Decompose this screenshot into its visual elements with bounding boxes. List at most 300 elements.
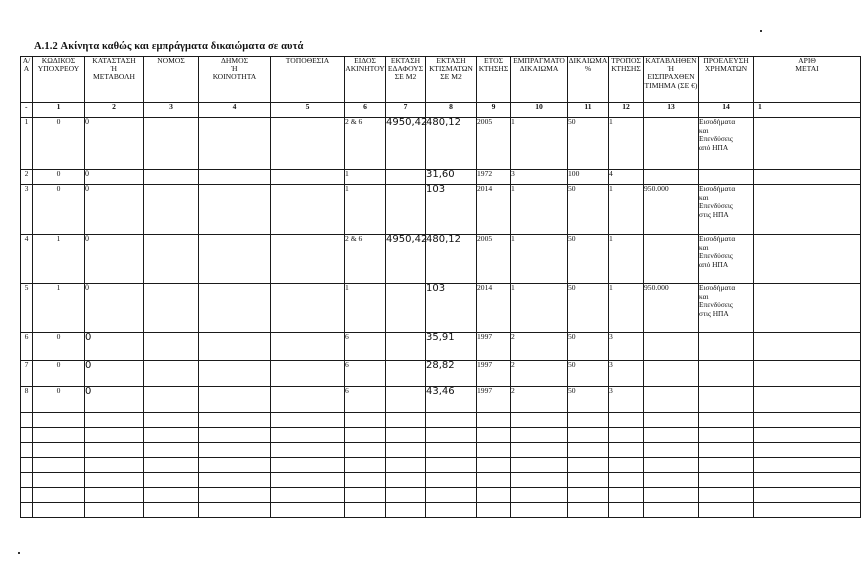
land-area: 4950,42 bbox=[386, 235, 426, 284]
acquisition-year: 2005 bbox=[477, 118, 511, 170]
property-type: 1 bbox=[345, 284, 386, 333]
empty-cell bbox=[426, 428, 477, 443]
money-source bbox=[699, 387, 754, 413]
table-row bbox=[21, 170, 861, 185]
empty-cell bbox=[199, 488, 271, 503]
property-type: 6 bbox=[345, 361, 386, 387]
column-header-line: Ή bbox=[231, 64, 238, 74]
prefecture bbox=[144, 387, 199, 413]
empty-cell bbox=[754, 458, 861, 473]
column-header bbox=[568, 57, 609, 103]
table-row bbox=[21, 118, 861, 170]
empty-cell bbox=[85, 413, 144, 428]
empty-cell bbox=[426, 503, 477, 518]
empty-cell bbox=[199, 428, 271, 443]
money-source bbox=[699, 333, 754, 361]
empty-cell bbox=[386, 458, 426, 473]
money-source bbox=[699, 185, 754, 235]
price bbox=[644, 235, 699, 284]
empty-cell bbox=[21, 503, 33, 518]
owner-code: 0 bbox=[33, 170, 85, 185]
empty-row bbox=[21, 503, 861, 518]
column-header-line: Ή bbox=[110, 64, 118, 74]
column-header-line: ΤΡΟΠΟΣ bbox=[611, 56, 641, 65]
column-header-line: ΕΔΑΦΟΥΣ bbox=[387, 64, 424, 74]
empty-cell bbox=[426, 413, 477, 428]
land-area bbox=[386, 333, 426, 361]
money-source-line: Επενδύσεις bbox=[699, 300, 733, 310]
land-area bbox=[386, 361, 426, 387]
empty-cell bbox=[511, 428, 568, 443]
column-header-line: ΤΟΠΟΘΕΣΙΑ bbox=[285, 56, 330, 65]
empty-cell bbox=[386, 473, 426, 488]
column-header-line: ΕΙΔΟΣ bbox=[354, 56, 376, 65]
column-header-line: ΚΩΔΙΚΟΣ bbox=[41, 56, 76, 65]
municipality bbox=[199, 185, 271, 235]
table-row bbox=[21, 235, 861, 284]
empty-cell bbox=[85, 503, 144, 518]
empty-cell bbox=[609, 473, 644, 488]
empty-cell bbox=[386, 413, 426, 428]
empty-cell bbox=[477, 488, 511, 503]
municipality bbox=[199, 170, 271, 185]
money-source-line: Επενδύσεις bbox=[699, 251, 733, 261]
empty-cell bbox=[386, 488, 426, 503]
acquisition-year: 2014 bbox=[477, 284, 511, 333]
empty-cell bbox=[33, 458, 85, 473]
empty-cell bbox=[568, 488, 609, 503]
column-header bbox=[144, 57, 199, 103]
real-right: 1 bbox=[511, 284, 568, 333]
empty-cell bbox=[511, 413, 568, 428]
right-percent: 50 bbox=[568, 185, 609, 235]
column-header bbox=[271, 57, 345, 103]
acquisition-year: 1997 bbox=[477, 361, 511, 387]
right-percent: 50 bbox=[568, 361, 609, 387]
column-header-line: ΜΕΤΑΙ bbox=[795, 64, 819, 74]
column-number: 7 bbox=[386, 103, 426, 118]
empty-cell bbox=[511, 488, 568, 503]
owner-code: 0 bbox=[33, 333, 85, 361]
extra-column bbox=[754, 235, 861, 284]
real-right: 1 bbox=[511, 185, 568, 235]
empty-cell bbox=[699, 413, 754, 428]
column-header-line: ΚΤΗΣΗΣ bbox=[478, 64, 509, 74]
column-number: 3 bbox=[144, 103, 199, 118]
acquisition-year: 1997 bbox=[477, 333, 511, 361]
column-header bbox=[426, 57, 477, 103]
column-header-line: Ή bbox=[667, 64, 675, 74]
empty-cell bbox=[21, 488, 33, 503]
money-source-line: Εισοδήματα bbox=[699, 184, 736, 193]
status-change: 0 bbox=[85, 387, 144, 413]
empty-cell bbox=[699, 458, 754, 473]
prefecture bbox=[144, 118, 199, 170]
column-number: 5 bbox=[271, 103, 345, 118]
empty-cell bbox=[271, 428, 345, 443]
empty-cell bbox=[511, 458, 568, 473]
status-change: 0 bbox=[85, 235, 144, 284]
empty-cell bbox=[144, 503, 199, 518]
table-row bbox=[21, 185, 861, 235]
empty-cell bbox=[511, 443, 568, 458]
empty-cell bbox=[386, 428, 426, 443]
row-number: 2 bbox=[21, 170, 33, 185]
status-change: 0 bbox=[85, 361, 144, 387]
column-number: 12 bbox=[609, 103, 644, 118]
empty-cell bbox=[609, 488, 644, 503]
right-percent: 50 bbox=[568, 284, 609, 333]
column-number: 1 bbox=[33, 103, 85, 118]
location bbox=[271, 118, 345, 170]
column-header-line: ΤΙΜΗΜΑ (ΣΕ €) bbox=[644, 80, 698, 90]
empty-cell bbox=[271, 458, 345, 473]
table-row bbox=[21, 333, 861, 361]
empty-cell bbox=[754, 413, 861, 428]
empty-cell bbox=[568, 413, 609, 428]
acquisition-mode: 1 bbox=[609, 284, 644, 333]
empty-cell bbox=[754, 428, 861, 443]
empty-cell bbox=[345, 428, 386, 443]
empty-cell bbox=[609, 443, 644, 458]
land-area bbox=[386, 185, 426, 235]
empty-cell bbox=[477, 413, 511, 428]
empty-row bbox=[21, 458, 861, 473]
location bbox=[271, 170, 345, 185]
money-source-line: Εισοδήματα bbox=[699, 117, 736, 126]
column-header-line: ΥΠΟΧΡΕΟΥ bbox=[37, 64, 80, 74]
building-area: 480,12 bbox=[426, 118, 477, 170]
price bbox=[644, 170, 699, 185]
price: 950.000 bbox=[644, 284, 699, 333]
empty-cell bbox=[754, 488, 861, 503]
acquisition-mode: 1 bbox=[609, 118, 644, 170]
land-area bbox=[386, 170, 426, 185]
empty-cell bbox=[754, 473, 861, 488]
column-header bbox=[754, 57, 861, 103]
price bbox=[644, 361, 699, 387]
column-header-line: ΧΡΗΜΑΤΩΝ bbox=[704, 64, 748, 74]
column-header-line: ΚΤΙΣΜΑΤΩΝ bbox=[429, 64, 473, 74]
table-row bbox=[21, 361, 861, 387]
assets-table-wrapper bbox=[20, 56, 819, 540]
property-type: 2 & 6 bbox=[345, 235, 386, 284]
empty-cell bbox=[199, 443, 271, 458]
empty-cell bbox=[644, 413, 699, 428]
empty-cell bbox=[144, 443, 199, 458]
status-change: 0 bbox=[85, 333, 144, 361]
row-number: 8 bbox=[21, 387, 33, 413]
land-area bbox=[386, 387, 426, 413]
page-title: A.1.2 Ακίνητα καθώς και εμπράγματα δικαιώματα σε αυτά bbox=[34, 41, 304, 52]
column-header-line: ΑΚΙΝΗΤΟΥ bbox=[345, 64, 385, 74]
column-header-line: ΕΚΤΑΣΗ bbox=[390, 56, 421, 65]
empty-cell bbox=[345, 473, 386, 488]
right-percent: 50 bbox=[568, 387, 609, 413]
column-header-line: ΔΗΜΟΣ bbox=[220, 56, 249, 65]
table-row bbox=[21, 387, 861, 413]
empty-cell bbox=[644, 443, 699, 458]
row-number: 5 bbox=[21, 284, 33, 333]
land-area: 4950,42 bbox=[386, 118, 426, 170]
column-header-line: ΚΑΤΑΒΛΗΘΕΝ bbox=[645, 56, 697, 65]
money-source-line: στις ΗΠΑ bbox=[699, 209, 729, 219]
municipality bbox=[199, 235, 271, 284]
municipality bbox=[199, 333, 271, 361]
money-source-line: Επενδύσεις bbox=[699, 134, 733, 144]
empty-cell bbox=[644, 503, 699, 518]
extra-column bbox=[754, 118, 861, 170]
empty-cell bbox=[609, 458, 644, 473]
municipality bbox=[199, 361, 271, 387]
money-source-line: στις ΗΠΑ bbox=[699, 308, 729, 318]
extra-column bbox=[754, 333, 861, 361]
status-change: 0 bbox=[85, 118, 144, 170]
real-right: 2 bbox=[511, 333, 568, 361]
empty-cell bbox=[426, 458, 477, 473]
empty-cell bbox=[699, 503, 754, 518]
empty-cell bbox=[21, 428, 33, 443]
right-percent: 50 bbox=[568, 333, 609, 361]
column-header bbox=[511, 57, 568, 103]
price: 950.000 bbox=[644, 185, 699, 235]
empty-cell bbox=[144, 458, 199, 473]
acquisition-mode: 3 bbox=[609, 387, 644, 413]
column-number: 2 bbox=[85, 103, 144, 118]
owner-code: 0 bbox=[33, 387, 85, 413]
empty-cell bbox=[386, 503, 426, 518]
money-source-line: και bbox=[699, 192, 709, 202]
money-source bbox=[699, 361, 754, 387]
municipality bbox=[199, 118, 271, 170]
column-header bbox=[609, 57, 644, 103]
prefecture bbox=[144, 361, 199, 387]
money-source-line: και bbox=[699, 291, 709, 301]
empty-cell bbox=[345, 458, 386, 473]
empty-row bbox=[21, 488, 861, 503]
empty-cell bbox=[144, 413, 199, 428]
status-change: 0 bbox=[85, 170, 144, 185]
money-source-line: Εισοδήματα bbox=[699, 283, 736, 292]
empty-cell bbox=[85, 428, 144, 443]
price bbox=[644, 118, 699, 170]
empty-cell bbox=[699, 473, 754, 488]
scan-speck bbox=[18, 552, 20, 554]
empty-cell bbox=[644, 428, 699, 443]
location bbox=[271, 235, 345, 284]
owner-code: 1 bbox=[33, 235, 85, 284]
column-number-row bbox=[21, 103, 861, 118]
empty-cell bbox=[33, 443, 85, 458]
table-row bbox=[21, 284, 861, 333]
empty-cell bbox=[699, 428, 754, 443]
column-header bbox=[199, 57, 271, 103]
column-header-line: ΔΙΚΑΙΩΜΑ bbox=[568, 56, 608, 65]
empty-cell bbox=[699, 443, 754, 458]
municipality bbox=[199, 387, 271, 413]
empty-cell bbox=[271, 488, 345, 503]
column-number: 10 bbox=[511, 103, 568, 118]
prefecture bbox=[144, 185, 199, 235]
column-header-line: ΚΤΗΣΗΣ bbox=[611, 64, 641, 74]
empty-row bbox=[21, 428, 861, 443]
column-header bbox=[33, 57, 85, 103]
empty-cell bbox=[21, 413, 33, 428]
prefecture bbox=[144, 235, 199, 284]
column-number: 11 bbox=[568, 103, 609, 118]
row-number: 6 bbox=[21, 333, 33, 361]
property-type: 6 bbox=[345, 387, 386, 413]
empty-cell bbox=[754, 443, 861, 458]
prefecture bbox=[144, 333, 199, 361]
empty-cell bbox=[144, 428, 199, 443]
extra-column bbox=[754, 170, 861, 185]
money-source bbox=[699, 170, 754, 185]
empty-cell bbox=[21, 458, 33, 473]
empty-cell bbox=[644, 458, 699, 473]
prefecture bbox=[144, 170, 199, 185]
property-type: 2 & 6 bbox=[345, 118, 386, 170]
scan-speck bbox=[760, 30, 762, 32]
real-right: 1 bbox=[511, 118, 568, 170]
empty-cell bbox=[271, 413, 345, 428]
column-header bbox=[699, 57, 754, 103]
column-header bbox=[345, 57, 386, 103]
building-area: 35,91 bbox=[426, 333, 477, 361]
acquisition-mode: 4 bbox=[609, 170, 644, 185]
header-row bbox=[21, 57, 861, 103]
empty-cell bbox=[33, 488, 85, 503]
acquisition-year: 1972 bbox=[477, 170, 511, 185]
acquisition-mode: 3 bbox=[609, 361, 644, 387]
empty-cell bbox=[568, 428, 609, 443]
building-area: 103 bbox=[426, 284, 477, 333]
empty-cell bbox=[426, 443, 477, 458]
money-source-line: Εισοδήματα bbox=[699, 234, 736, 243]
location bbox=[271, 387, 345, 413]
empty-cell bbox=[511, 473, 568, 488]
acquisition-mode: 3 bbox=[609, 333, 644, 361]
right-percent: 50 bbox=[568, 235, 609, 284]
column-header-line: ΚΟΙΝΟΤΗΤΑ bbox=[212, 72, 257, 82]
empty-cell bbox=[85, 458, 144, 473]
right-percent: 100 bbox=[568, 170, 609, 185]
property-type: 6 bbox=[345, 333, 386, 361]
empty-cell bbox=[199, 503, 271, 518]
empty-cell bbox=[199, 413, 271, 428]
empty-cell bbox=[477, 503, 511, 518]
empty-cell bbox=[477, 473, 511, 488]
empty-cell bbox=[345, 503, 386, 518]
column-number: - bbox=[21, 103, 33, 118]
empty-cell bbox=[609, 413, 644, 428]
column-header-line: ΠΡΟΕΛΕΥΣΗ bbox=[703, 56, 749, 65]
empty-cell bbox=[345, 443, 386, 458]
empty-cell bbox=[477, 428, 511, 443]
row-number: 7 bbox=[21, 361, 33, 387]
column-header-line: ΑΡΙΘ bbox=[798, 56, 816, 65]
empty-cell bbox=[85, 488, 144, 503]
column-number: 8 bbox=[426, 103, 477, 118]
empty-cell bbox=[644, 473, 699, 488]
extra-column bbox=[754, 284, 861, 333]
building-area: 31,60 bbox=[426, 170, 477, 185]
column-number: 13 bbox=[644, 103, 699, 118]
empty-cell bbox=[568, 473, 609, 488]
empty-cell bbox=[21, 473, 33, 488]
empty-cell bbox=[426, 488, 477, 503]
acquisition-mode: 1 bbox=[609, 185, 644, 235]
money-source-line: και bbox=[699, 125, 709, 135]
empty-cell bbox=[568, 458, 609, 473]
empty-cell bbox=[199, 458, 271, 473]
location bbox=[271, 185, 345, 235]
location bbox=[271, 361, 345, 387]
empty-cell bbox=[644, 488, 699, 503]
column-number: 14 bbox=[699, 103, 754, 118]
empty-cell bbox=[271, 473, 345, 488]
empty-row bbox=[21, 473, 861, 488]
money-source-line: από ΗΠΑ bbox=[699, 142, 729, 152]
empty-cell bbox=[21, 443, 33, 458]
column-header-line: ΔΙΚΑΙΩΜΑ bbox=[519, 64, 559, 74]
empty-cell bbox=[33, 503, 85, 518]
empty-cell bbox=[85, 443, 144, 458]
empty-cell bbox=[699, 488, 754, 503]
extra-column bbox=[754, 185, 861, 235]
real-right: 1 bbox=[511, 235, 568, 284]
column-header bbox=[386, 57, 426, 103]
location bbox=[271, 333, 345, 361]
empty-cell bbox=[609, 503, 644, 518]
building-area: 43,46 bbox=[426, 387, 477, 413]
money-source bbox=[699, 235, 754, 284]
column-header-line: ΣΕ Μ2 bbox=[440, 72, 462, 82]
empty-cell bbox=[426, 473, 477, 488]
column-header-line: ΕΚΤΑΣΗ bbox=[436, 56, 466, 65]
column-number: 6 bbox=[345, 103, 386, 118]
column-number: 9 bbox=[477, 103, 511, 118]
building-area: 28,82 bbox=[426, 361, 477, 387]
empty-cell bbox=[199, 473, 271, 488]
money-source-line: από ΗΠΑ bbox=[699, 259, 729, 269]
extra-column bbox=[754, 361, 861, 387]
location bbox=[271, 284, 345, 333]
money-source bbox=[699, 284, 754, 333]
assets-table bbox=[20, 56, 861, 518]
column-header-line: ΕΤΟΣ bbox=[483, 56, 504, 65]
column-header-line: ΚΑΤΑΣΤΑΣΗ bbox=[92, 56, 136, 65]
prefecture bbox=[144, 284, 199, 333]
property-type: 1 bbox=[345, 170, 386, 185]
empty-cell bbox=[609, 428, 644, 443]
money-source bbox=[699, 118, 754, 170]
row-number: 3 bbox=[21, 185, 33, 235]
status-change: 0 bbox=[85, 185, 144, 235]
empty-cell bbox=[271, 443, 345, 458]
real-right: 2 bbox=[511, 361, 568, 387]
extra-column bbox=[754, 387, 861, 413]
row-number: 4 bbox=[21, 235, 33, 284]
property-type: 1 bbox=[345, 185, 386, 235]
empty-row bbox=[21, 443, 861, 458]
acquisition-year: 2014 bbox=[477, 185, 511, 235]
price bbox=[644, 333, 699, 361]
empty-cell bbox=[345, 488, 386, 503]
price bbox=[644, 387, 699, 413]
owner-code: 0 bbox=[33, 185, 85, 235]
empty-row bbox=[21, 413, 861, 428]
